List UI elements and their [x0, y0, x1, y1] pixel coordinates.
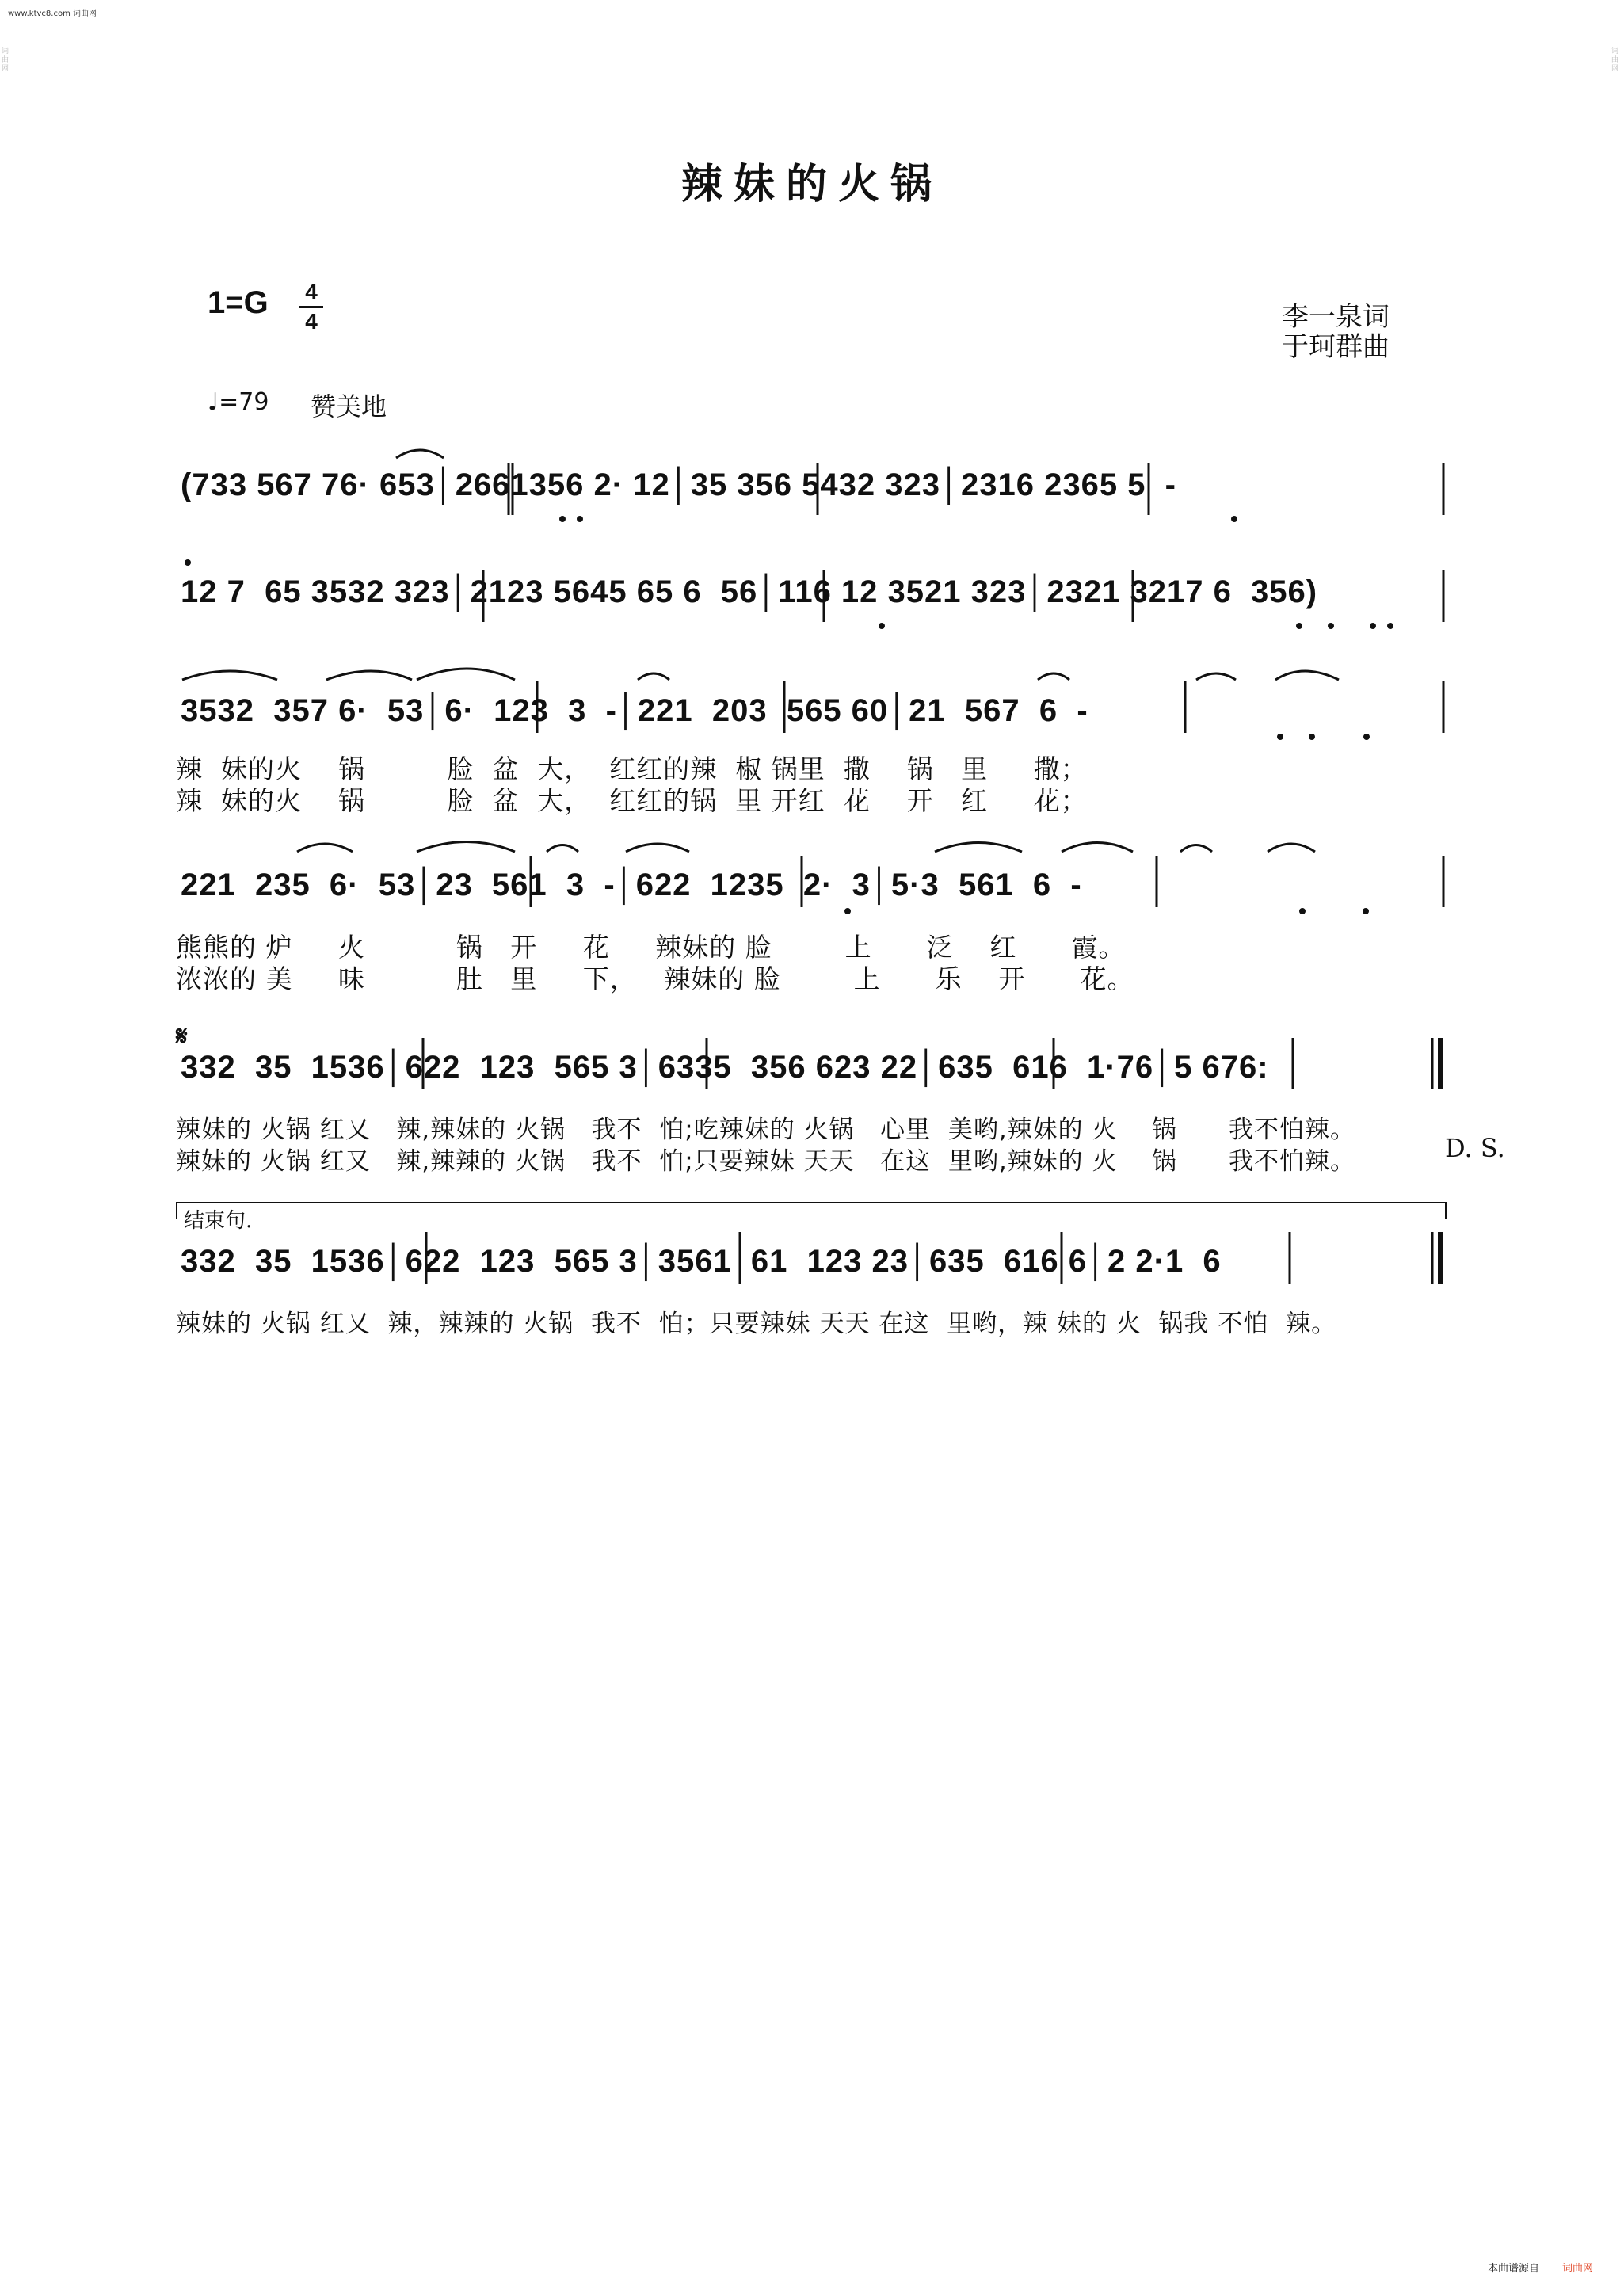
side-watermark-left: 词曲网: [2, 48, 10, 73]
tempo-marking: [208, 388, 269, 416]
expression-marking: 赞美地: [311, 391, 387, 421]
system-4-lyrics-verse-1: 熊熊的 炉 火 锅 开 花 辣妹的 脸 上 泛 红 霞。: [176, 932, 1126, 963]
system-5-lyrics-verse-1: 辣妹的 火锅 红又 辣,辣妹的 火锅 我不 怕;吃辣妹的 火锅 心里 美哟,辣妹的 火 锅 我不怕辣。: [176, 1116, 1356, 1144]
system-3-lyrics-verse-1: 辣 妹的火 锅 脸 盆 大， 红红的辣 椒 锅里 撒 锅 里 撒；: [176, 753, 1088, 784]
ending-bracket: [176, 1202, 1447, 1219]
system-4-notes: 221 235 6· 53│23 561 3 -│622 1235 2· 3│5·3 561 6 -: [181, 868, 1082, 902]
time-signature-top: 4: [305, 280, 318, 304]
score-title: 辣妹的火锅: [680, 161, 943, 208]
system-4-lyrics-verse-2: 浓浓的 美 味 肚 里 下， 辣妹的 脸 上 乐 开 花。: [176, 963, 1134, 994]
system-6-notes: 332 35 1536│622 123 565 3│3561 61 123 23│635 616 6│2 2·1 6: [181, 1244, 1222, 1279]
time-signature-bottom: 4: [305, 309, 318, 334]
quarter-note-icon: ♩: [208, 388, 219, 416]
footer-site-link[interactable]: 词曲网: [1562, 2263, 1594, 2275]
system-2-notes: 12 7 65 3532 323│2123 5645 65 6 56│116 12 3521 323│2321 3217 6 356): [181, 574, 1318, 609]
system-5-notes: 332 35 1536│622 123 565 3│6335 356 623 22│635 616 1·76│5 676:: [181, 1050, 1269, 1085]
time-signature: [299, 280, 323, 334]
time-signature-bar: [299, 306, 323, 308]
system-5-lyrics-verse-2: 辣妹的 火锅 红又 辣,辣辣的 火锅 我不 怕;只要辣妹 天天 在这 里哟,辣妹的 火 锅 我不怕辣。: [176, 1147, 1356, 1176]
system-3-notes: 3532 357 6· 53│6· 123 3 -│221 203 565 60│21 567 6 -: [181, 693, 1088, 728]
segno-icon: 𝄋: [176, 1020, 188, 1052]
system-3-lyrics-verse-2: 辣 妹的火 锅 脸 盆 大， 红红的锅 里 开红 花 开 红 花；: [176, 785, 1088, 816]
system-1-notes: (733 567 76· 653│2661356 2· 12│35 356 5432 323│2316 2365 5 -: [181, 467, 1176, 502]
system-6-lyrics: 辣妹的 火锅 红又 辣，辣辣的 火锅 我不 怕；只要辣妹 天天 在这 里哟，辣 妹的 火 锅我 不怕 辣。: [176, 1310, 1337, 1338]
lyricist-credit: 李一泉词: [1282, 301, 1390, 333]
side-watermark-right: 词曲网: [1611, 48, 1619, 73]
ending-label: 结束句.: [184, 1209, 253, 1233]
tempo-value: =79: [219, 388, 269, 416]
site-url: www.ktvc8.com 词曲网: [8, 10, 97, 18]
footer-source-text: 本曲谱源自: [1488, 2263, 1540, 2275]
key-signature: 1=G: [208, 285, 269, 320]
composer-credit: 于珂群曲: [1282, 331, 1390, 363]
dal-segno-marking: D. S.: [1445, 1133, 1505, 1163]
